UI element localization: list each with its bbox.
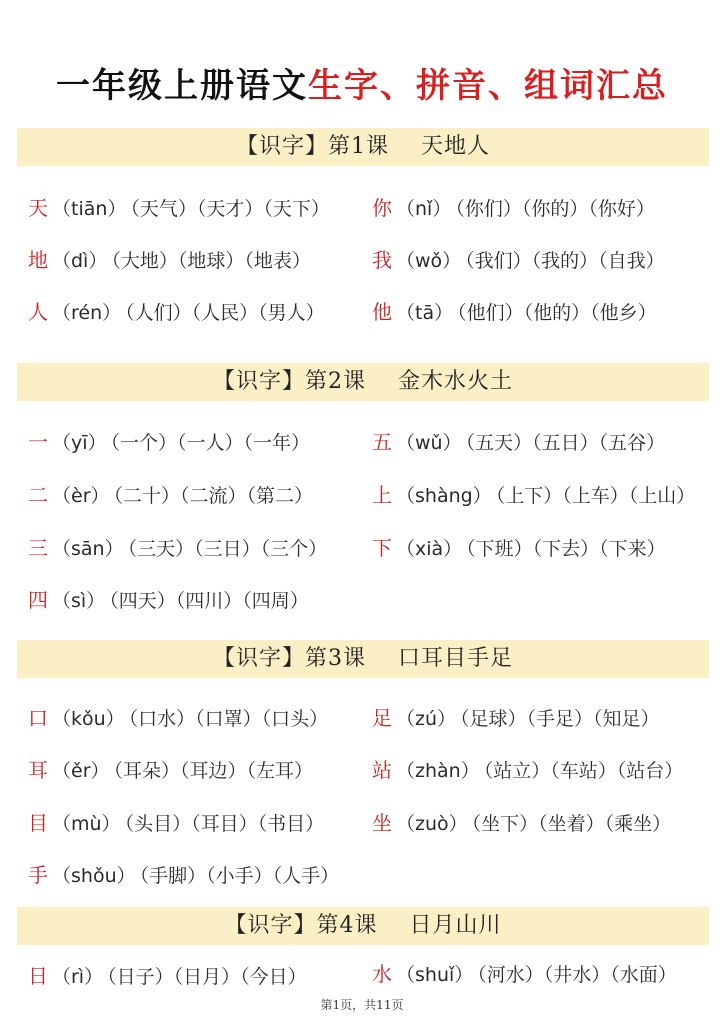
hanzi: 坐: [372, 811, 392, 835]
pinyin: （zú）: [396, 708, 457, 730]
pinyin: （sān）: [52, 538, 124, 560]
char-entry: [28, 192, 330, 224]
lesson-topic: 口耳目手足: [397, 646, 513, 671]
char-entry: [28, 960, 307, 992]
char-entry: [28, 532, 327, 564]
hanzi: 一: [28, 430, 48, 454]
word-list: （站立）（车站）（站台）: [483, 760, 684, 782]
pinyin: （shǒu）: [52, 865, 136, 887]
lesson-topic: 天地人: [420, 134, 490, 159]
lesson-topic: 日月山川: [409, 913, 502, 938]
char-entry: [28, 584, 309, 616]
char-entry: [372, 296, 657, 328]
lesson-bracket: 【识字】: [224, 913, 317, 938]
page-title: [0, 62, 724, 110]
word-list: （坐下）（坐着）（乘坐）: [471, 813, 672, 835]
word-list: （天气）（天才）（天下）: [130, 198, 330, 220]
word-list: （三天）（三日）（三个）: [127, 538, 328, 560]
pinyin: （shuǐ）: [396, 964, 474, 986]
word-list: （你们）（你的）（你好）: [455, 198, 655, 220]
char-entry: [28, 296, 325, 328]
word-list: （河水）（井水）（水面）: [477, 964, 677, 986]
hanzi: 二: [28, 483, 48, 507]
pinyin: （zuò）: [396, 813, 468, 835]
pinyin: （shàng）: [396, 485, 492, 507]
word-list: （手脚）（小手）（人手）: [139, 865, 340, 887]
pinyin: （èr）: [52, 485, 110, 507]
lesson-header-1: [17, 128, 709, 166]
word-list: （一个）（一人）（一年）: [110, 432, 311, 454]
hanzi: 水: [372, 962, 392, 986]
lesson-bracket: 【识字】: [212, 369, 305, 394]
lesson-header-2: [17, 363, 709, 401]
lesson-header-4: [17, 907, 709, 945]
char-entry: [28, 859, 339, 891]
pinyin: （xià）: [396, 538, 463, 560]
pinyin: （rén）: [52, 302, 122, 324]
char-entry: [372, 426, 665, 458]
word-list: （口水）（口罩）（口头）: [128, 708, 329, 730]
hanzi: 站: [372, 758, 392, 782]
word-list: （耳朵）（耳边）（左耳）: [113, 760, 314, 782]
hanzi: 五: [372, 430, 392, 454]
word-list: （二十）（二流）（第二）: [113, 485, 314, 507]
word-list: （上下）（上车）（上山）: [495, 485, 696, 507]
hanzi: 手: [28, 863, 48, 887]
word-list: （我们）（我的）（自我）: [465, 250, 665, 272]
pinyin: （sì）: [52, 590, 106, 612]
hanzi: 日: [28, 964, 48, 988]
pinyin: （ěr）: [52, 760, 110, 782]
pinyin: （wǔ）: [396, 432, 462, 454]
hanzi: 上: [372, 483, 392, 507]
word-list: （他们）（他的）（他乡）: [457, 302, 657, 324]
lesson-number: 第3课: [305, 646, 366, 671]
char-entry: [28, 244, 311, 276]
hanzi: 下: [372, 536, 392, 560]
char-entry: [28, 754, 313, 786]
char-entry: [372, 244, 665, 276]
hanzi: 三: [28, 536, 48, 560]
hanzi: 天: [28, 196, 48, 220]
pinyin: （dì）: [52, 250, 108, 272]
pinyin: （nǐ）: [396, 198, 452, 220]
pinyin: （tā）: [396, 302, 454, 324]
char-entry: [372, 958, 677, 990]
title-part1: 一年级上册语文: [56, 66, 308, 106]
title-part2: 生字、拼音、组词汇总: [308, 66, 668, 106]
pinyin: （yī）: [52, 432, 107, 454]
hanzi: 地: [28, 248, 48, 272]
word-list: （下班）（下去）（下来）: [466, 538, 666, 560]
pinyin: （zhàn）: [396, 760, 480, 782]
char-entry: [28, 426, 310, 458]
char-entry: [372, 807, 671, 839]
hanzi: 我: [372, 248, 392, 272]
char-entry: [372, 479, 695, 511]
word-list: （四天）（四川）（四周）: [109, 590, 309, 612]
pinyin: （tiān）: [52, 198, 127, 220]
word-list: （五天）（五日）（五谷）: [465, 432, 666, 454]
pinyin: （wǒ）: [396, 250, 462, 272]
hanzi: 足: [372, 706, 392, 730]
hanzi: 你: [372, 196, 392, 220]
hanzi: 人: [28, 300, 48, 324]
pinyin: （rì）: [52, 966, 104, 988]
char-entry: [28, 479, 313, 511]
lesson-topic: 金木水火土: [397, 369, 513, 394]
word-list: （头目）（耳目）（书目）: [124, 813, 325, 835]
word-list: （大地）（地球）（地表）: [111, 250, 311, 272]
char-entry: [372, 532, 666, 564]
word-list: （人们）（人民）（男人）: [125, 302, 325, 324]
char-entry: [372, 754, 683, 786]
char-entry: [28, 702, 328, 734]
word-list: （日子）（日月）（今日）: [107, 966, 307, 988]
lesson-number: 第4课: [316, 913, 378, 938]
hanzi: 耳: [28, 758, 48, 782]
lesson-bracket: 【识字】: [212, 646, 305, 671]
char-entry: [28, 807, 324, 839]
pinyin: （kǒu）: [52, 708, 125, 730]
word-list: （足球）（手足）（知足）: [460, 708, 660, 730]
pinyin: （mù）: [52, 813, 121, 835]
lesson-header-3: [17, 640, 709, 678]
char-entry: [372, 192, 655, 224]
hanzi: 目: [28, 811, 48, 835]
lesson-bracket: 【识字】: [235, 134, 328, 159]
char-entry: [372, 702, 660, 734]
lesson-number: 第2课: [305, 369, 366, 394]
hanzi: 口: [28, 706, 48, 730]
hanzi: 他: [372, 300, 392, 324]
page-footer: 第1页，共11页: [320, 998, 404, 1012]
hanzi: 四: [28, 588, 48, 612]
lesson-number: 第1课: [328, 134, 389, 159]
